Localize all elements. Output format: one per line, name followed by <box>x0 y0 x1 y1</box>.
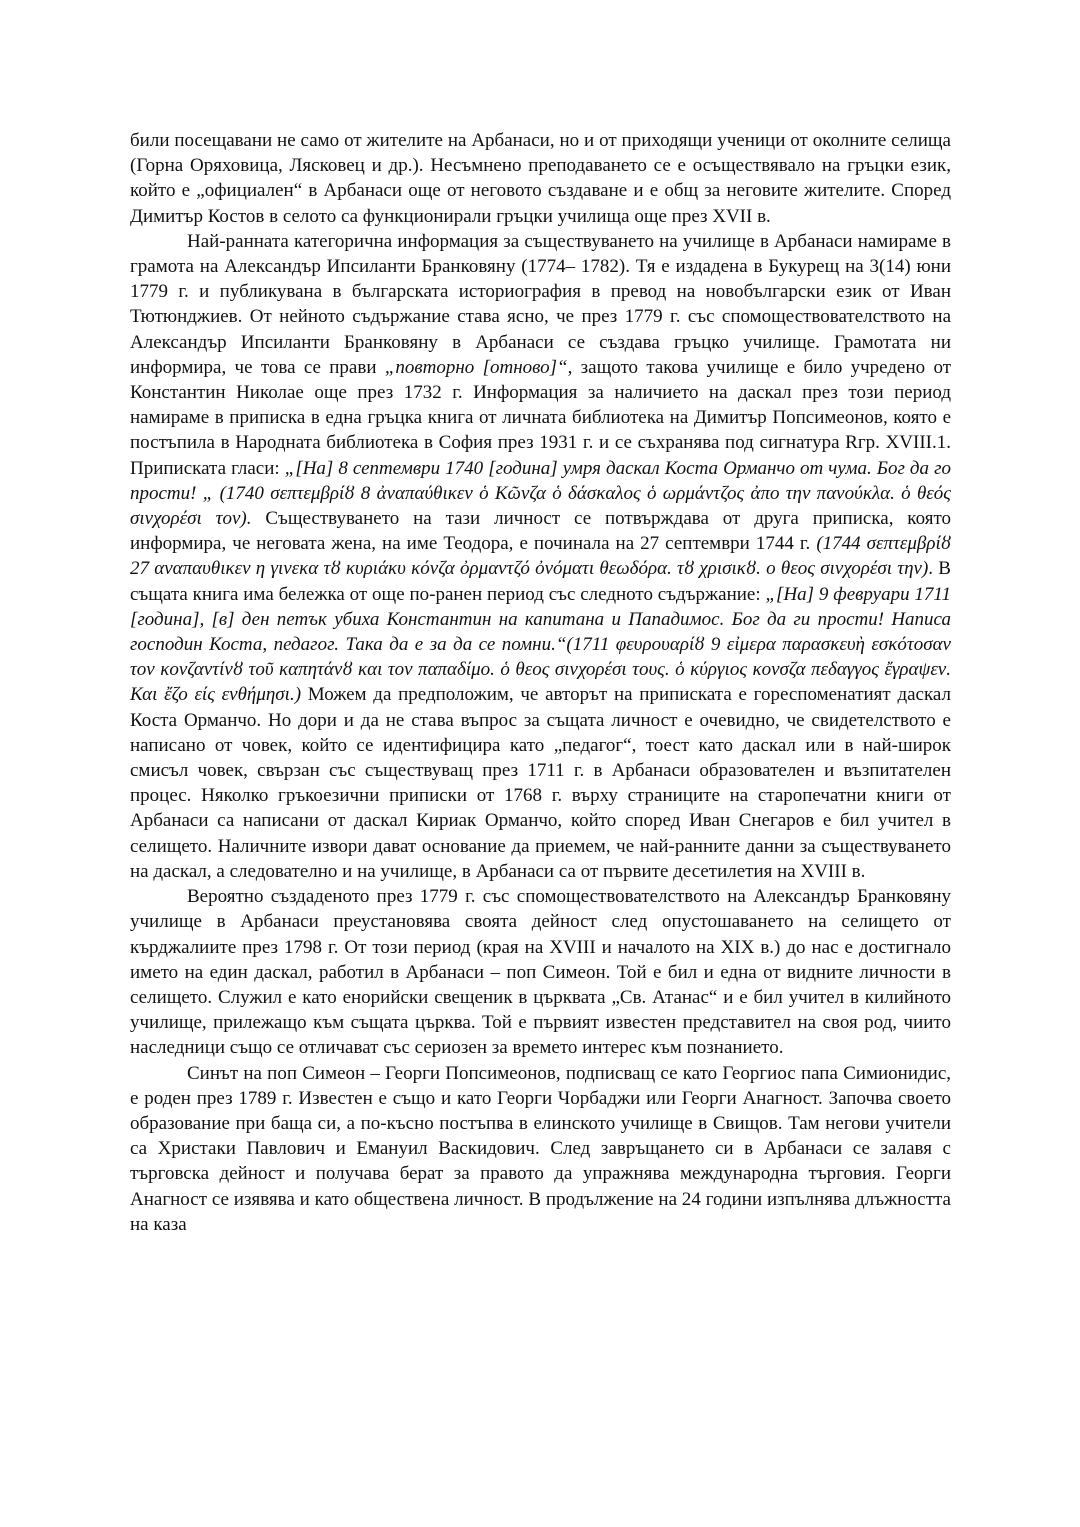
paragraph-1-text: били посещавани не само от жителите на Арбанаси, но и от приходящи ученици от околните селища (Горна Оряховица, Лясковец и др.). Несъмнено преподаването се е осъществявало на гръцки език, който е „официален“ в Арбанаси още от неговото създаване и е общ за неговите жителите. Според Димитър Костов в селото са функционирали гръцки училища още през XVII в. <box>130 130 951 227</box>
paragraph-2-text: Можем да предположим, че авторът на приписката е гореспоменатият даскал Коста Орманчо. Но дори и да не става въпрос за същата личност е очевидно, че свидетелството е написано от човек, който се идентифицира като „педагог“, тоест като даскал или в най-широк смисъл човек, свързан със съществуващ през 1711 г. в Арбанаси образователен и възпитателен процес. Няколко гръкоезични приписки от 1768 г. върху страниците на старопечатни книги от Арбанаси са написани от даскал Кириак Орманчо, който според Иван Снегаров е бил учител в селището. Наличните извори дават основание да приемем, че най-ранните данни за съществуването на даскал, а следователно и на училище, в Арбанаси са от първите десетилетия на XVIII в. <box>130 684 952 882</box>
paragraph-4-text: Синът на поп Симеон – Георги Попсимеонов, подписващ се като Георгиос папа Симионидис, е роден през 1789 г. Известен е също и като Георги Чорбаджи или Георги Анагност. Започва своето образование при баща си, а по-късно постъпва в елинското училище в Свищов. Там негови учители са Христаки Павлович и Емануил Васкидович. След завръщането си в Арбанаси се залавя с търговска дейност и получава берат за правото да упражнява международна търговия. Георги Анагност се изявява и като обществена личност. В продължение на 24 години изпълнява длъжността на каза <box>130 1062 951 1235</box>
paragraph-2 <box>130 229 951 884</box>
quote-1744: (1744 σεπτεμβρίȣ 27 αναπαυθικεν η γινεκα τȣ κυριάκυ κόνζα ὀρμαντζό ὀνόματι θεωδόρα. τȣ χρισικȣ. ο θεος σινχορέσι την) <box>130 533 951 580</box>
quote-1711: „[На] 9 февруари 1711 [година], [в] ден петък убиха Константин на капитана и Пападимос. Бог да ги прости! Написа господин Коста, педагог. Така да е за да се помни.“(1711 φευρουαρίȣ 9 εἰμερα παρασκευὴ εσκότοσαν τον κονζαντίνȣ τοῦ καπητάνȣ και τον παπαδίμο. ὁ θεος σινχορέσι τους. ὁ κύργιος κονσζα πεδαγγος ἔγραψεν. Και ἔζο είς ενθήμησι.) <box>130 583 951 706</box>
paragraph-2-text: . В същата книга има бележка от още по-ранен период със следното съдържание: <box>130 558 951 605</box>
document-page <box>130 128 951 1237</box>
paragraph-3-text: Вероятно създаденото през 1779 г. със спомоществователството на Александър Бранковяну училище в Арбанаси преустановява своята дейност след опустошаването на селището от кърджалиите през 1798 г. От този период (края на XVIII и началото на XIX в.) до нас е достигнало името на един даскал, работил в Арбанаси – поп Симеон. Той е бил и една от видните личности в селището. Служил е като енорийски свещеник в църквата „Св. Атанас“ и е бил учител в килийното училище, прилежащо към същата църква. Той е първият известен представител на своя род, чиито наследници също се отличават със сериозен за времето интерес към познанието. <box>130 886 951 1059</box>
paragraph-3 <box>130 884 951 1060</box>
paragraph-2-text: Съществуването на тази личност се потвърждава от друга приписка, която информира, че неговата жена, на име Теодора, е починала на 27 септември 1744 г. <box>130 508 952 555</box>
paragraph-2-text: , защото такова училище е било учредено от Константин Николае още през 1732 г. Информация за наличието на даскал през този период намираме в приписка в една гръцка книга от личната библиотека на Димитър Попсимеонов, която е постъпила в Народната библиотека в София през 1931 г. и се съхранява под сигнатура Rгр. XVIII.1. Приписката гласи: <box>130 356 951 479</box>
paragraph-4 <box>130 1061 951 1237</box>
paragraph-1 <box>130 128 951 229</box>
quote-povtorno: „повторно [отново]“ <box>384 356 568 378</box>
quote-1740: „[На] 8 септември 1740 [година] умря даскал Коста Орманчо от чума. Бог да го прости! „ (1740 σεπτεμβρίȣ 8 ἀναπαύθικεν ὁ Κῶνζα ὁ δάσκαλος ὁ ωρμάντζος ἀπο την πανούκλα. ὁ θεός σινχορέσι τον). <box>130 457 952 530</box>
paragraph-2-text: Най-ранната категорична информация за съществуването на училище в Арбанаси намираме в грамота на Александър Ипсиланти Бранковяну (1774– 1782). Тя е издадена в Букурещ на 3(14) юни 1779 г. и публикувана в българската историография в превод на новобългарски език от Иван Тютюнджиев. От нейното съдържание става ясно, че през 1779 г. със спомоществователството на Александър Ипсиланти Бранковяну в Арбанаси се създава гръцко училище. Грамотата ни информира, че това се прави <box>130 230 951 378</box>
